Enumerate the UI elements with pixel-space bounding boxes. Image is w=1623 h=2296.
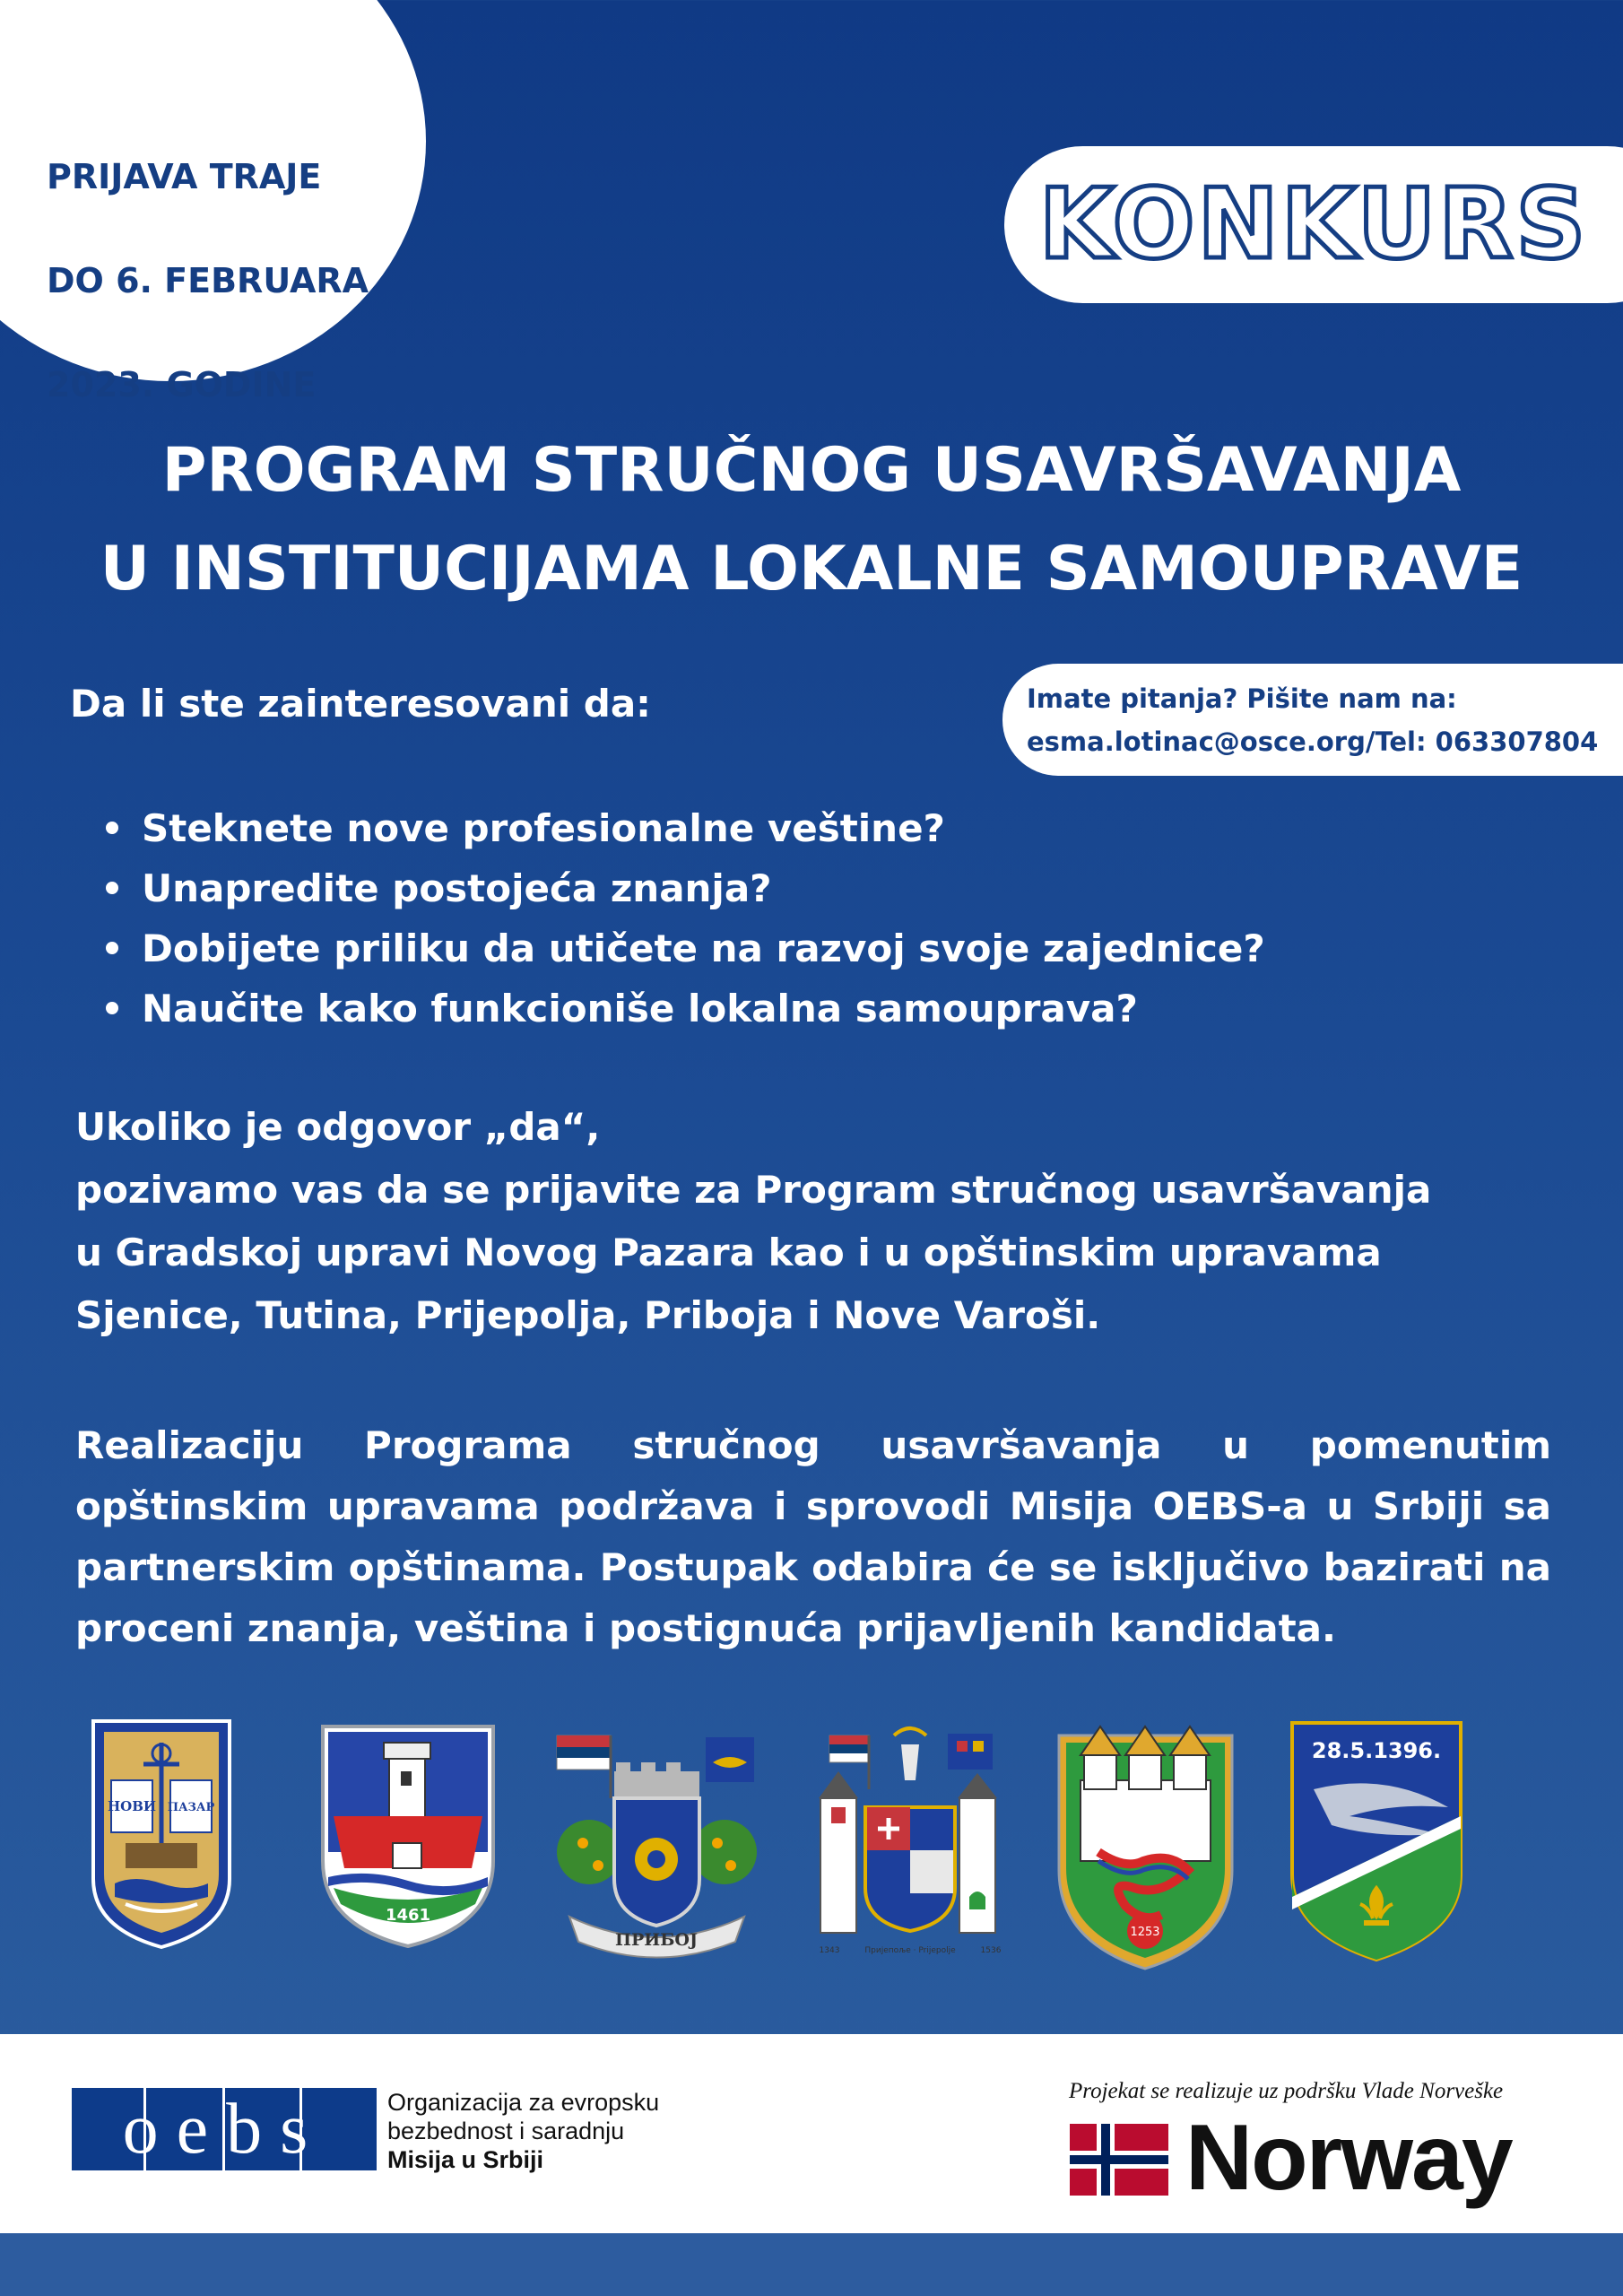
norway-flag-icon	[1069, 2124, 1169, 2196]
prijepolje-label: Пријепоље · Prijepolje	[864, 1946, 956, 1955]
sjenica-crest-icon	[314, 1718, 502, 1951]
norway-tagline: Projekat se realizuje uz podršku Vlade Norveške	[1069, 2079, 1504, 2103]
bottom-band	[0, 2233, 1623, 2296]
invitation-line: Ukoliko je odgovor „da“,	[75, 1105, 601, 1149]
invitation-line: pozivamo vas da se prijavite za Program stručnog usavršavanja	[75, 1168, 1432, 1212]
contact-email-phone[interactable]: esma.lotinac@osce.org/Tel: 063307804	[1027, 726, 1599, 757]
deadline-line-1: PRIJAVA TRAJE	[47, 157, 322, 196]
oebs-line-1: Organizacija za evropsku	[387, 2089, 660, 2116]
crest-right-word: ПАЗАР	[167, 1801, 215, 1814]
intro-question: Da li ste zainteresovani da:	[70, 682, 651, 726]
deadline-line-3: 2023. GODINE	[47, 365, 317, 404]
oebs-line-3: Misija u Srbiji	[387, 2146, 544, 2173]
norway-wordmark: Norway	[1185, 2106, 1512, 2210]
list-item: Steknete nove profesionalne veštine?	[99, 798, 1265, 858]
invitation-line: u Gradskoj upravi Novog Pazara kao i u opštinskim upravama	[75, 1231, 1382, 1274]
konkurs-heading: KONKURS	[1038, 169, 1589, 281]
program-title	[0, 422, 1623, 619]
municipality-crests	[0, 1718, 1623, 1978]
novi-pazar-crest-icon	[90, 1718, 233, 1951]
title-line-1: PROGRAM STRUČNOG USAVRŠAVANJA	[161, 435, 1462, 506]
deadline-text	[47, 99, 387, 463]
invitation-line: Sjenice, Tutina, Prijepolja, Priboja i Nove Varoši.	[75, 1293, 1101, 1337]
list-item: Dobijete priliku da utičete na razvoj svoje zajednice?	[99, 918, 1265, 978]
oebs-line-2: bezbednost i saradnju	[387, 2118, 625, 2144]
oebs-name	[387, 2088, 659, 2174]
priboj-crest-icon	[551, 1718, 762, 1964]
prijepolje-crest-icon	[812, 1718, 1009, 1964]
program-description: Realizaciju Programa stručnog usavršavanja u pomenutim opštinskim upravama podržava i sprovodi Misija OEBS-a u Srbiji sa partnerskim opštinama. Postupak odabira će se isključivo bazirati na proceni znanja, veština i postignuća prijavljenih kandidata.	[75, 1423, 1551, 1650]
footer	[0, 2034, 1623, 2233]
tutin-year: 1253	[1130, 1926, 1160, 1939]
oebs-logo-icon	[72, 2088, 377, 2170]
contact-question: Imate pitanja? Pišite nam na:	[1027, 683, 1457, 714]
invitation-paragraph	[75, 1096, 1564, 1347]
deadline-line-2: DO 6. FEBRUARA	[47, 261, 369, 300]
oebs-logo-text: oebs	[122, 2090, 326, 2169]
priboj-label: ПРИБОЈ	[615, 1930, 698, 1950]
prijepolje-year-left: 1343	[819, 1946, 840, 1955]
nova-varos-crest-icon	[1287, 1718, 1466, 1964]
prijepolje-year-right: 1536	[980, 1946, 1002, 1955]
list-item: Naučite kako funkcioniše lokalna samouprava?	[99, 978, 1265, 1039]
nova-varos-date: 28.5.1396.	[1311, 1738, 1442, 1763]
benefits-list	[99, 798, 1265, 1039]
title-line-2: U INSTITUCIJAMA LOKALNE SAMOUPRAVE	[100, 534, 1523, 604]
list-item: Unapredite postojeća znanja?	[99, 858, 1265, 918]
crest-left-word: НОВИ	[107, 1798, 157, 1814]
contact-text	[1027, 677, 1619, 763]
sjenica-year: 1461	[385, 1906, 431, 1925]
tutin-crest-icon	[1054, 1718, 1237, 1973]
